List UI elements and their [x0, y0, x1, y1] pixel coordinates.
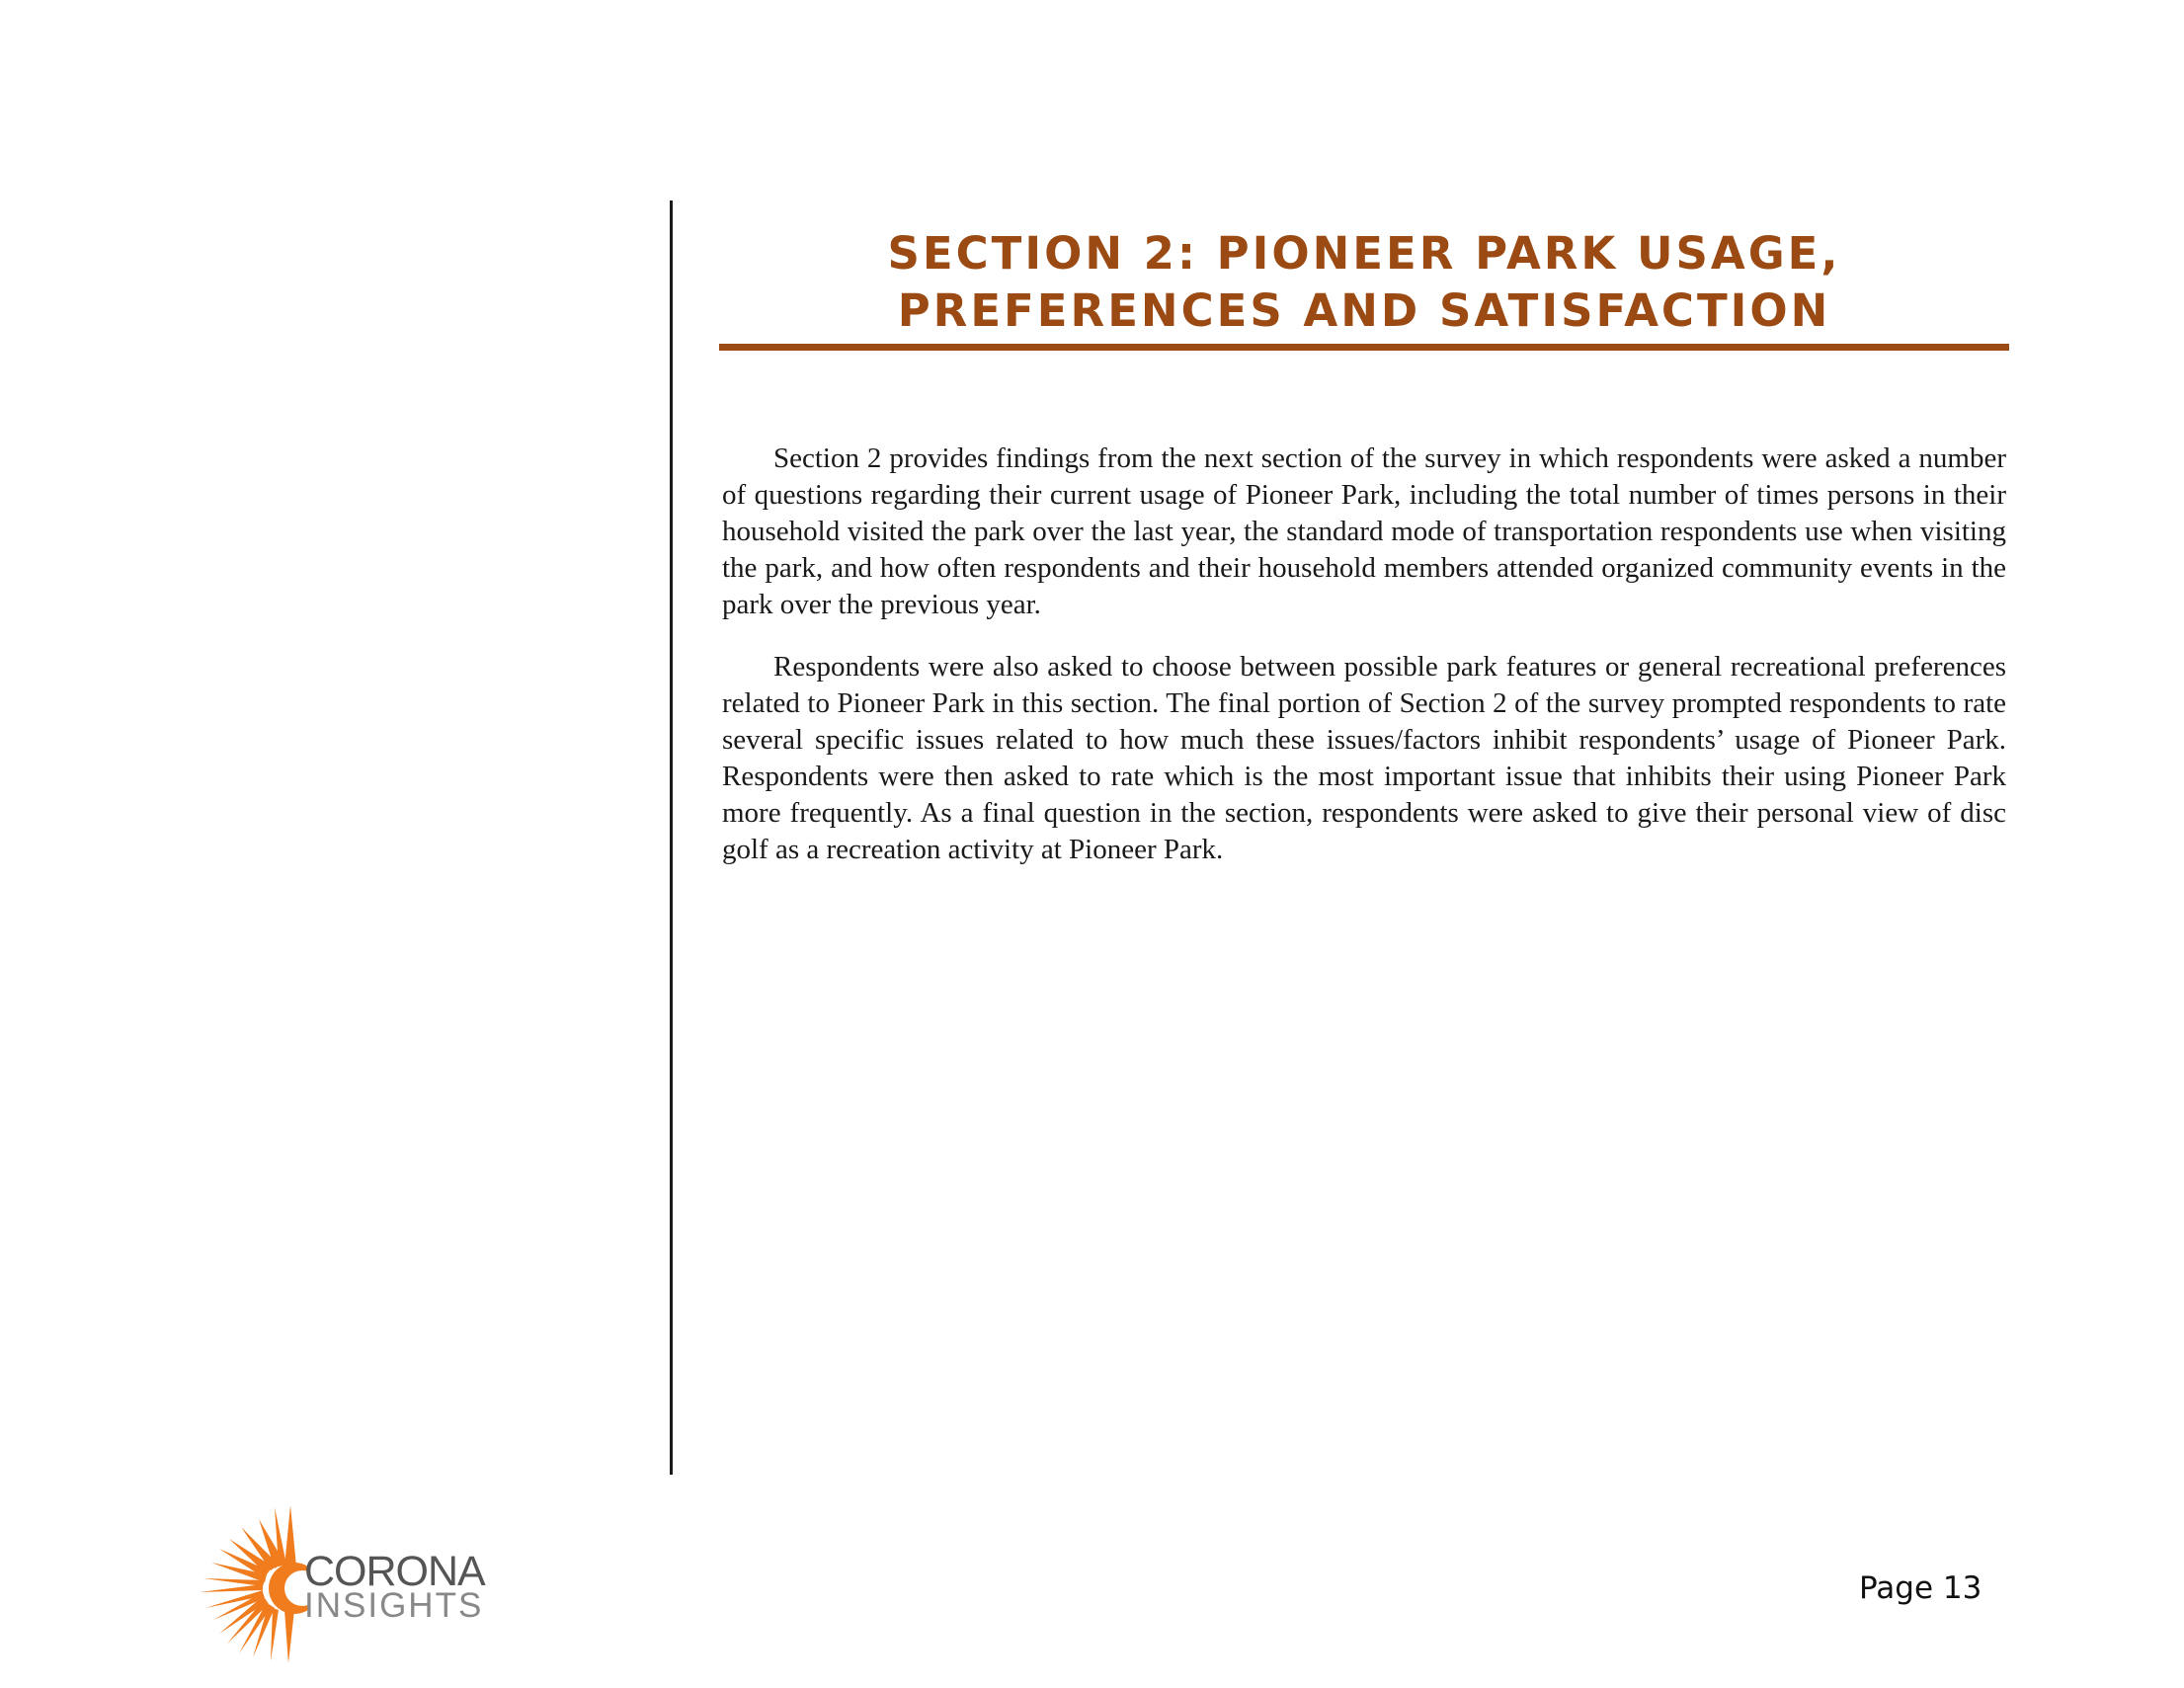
corona-insights-logo: [200, 1505, 496, 1663]
section-heading-line-2: PREFERENCES AND SATISFACTION: [897, 284, 1831, 337]
vertical-divider: [670, 201, 673, 1475]
logo-word-corona: CORONA: [304, 1548, 485, 1595]
sunburst-icon: [200, 1505, 308, 1663]
section-heading: [719, 225, 2009, 340]
paragraph-2: Respondents were also asked to choose between possible park features or general recreational preferences related to Pioneer Park in this section. The final portion of Section 2 of the survey prompted respondents to rate several specific issues related to how much these issues/factors inhibit respondents’ usage of Pioneer Park. Respondents were then asked to rate which is the most important issue that inhibits their using Pioneer Park more frequently. As a final question in the section, respondents were asked to give their personal view of disc golf as a recreation activity at Pioneer Park.: [722, 651, 2006, 865]
body-text: [722, 441, 2006, 894]
paragraph-1: Section 2 provides findings from the next section of the survey in which respondents were asked a number of questions regarding their current usage of Pioneer Park, including the total number of times persons in their household visited the park over the last year, the standard mode of transportation respondents use when visiting the park, and how often respondents and their household members attended organized community events in the park over the previous year.: [722, 442, 2006, 620]
section-heading-line-1: SECTION 2: PIONEER PARK USAGE,: [887, 227, 1841, 280]
heading-underline: [719, 344, 2009, 351]
page-number: Page 13: [1859, 1570, 1982, 1606]
logo-word-insights: INSIGHTS: [304, 1586, 484, 1625]
